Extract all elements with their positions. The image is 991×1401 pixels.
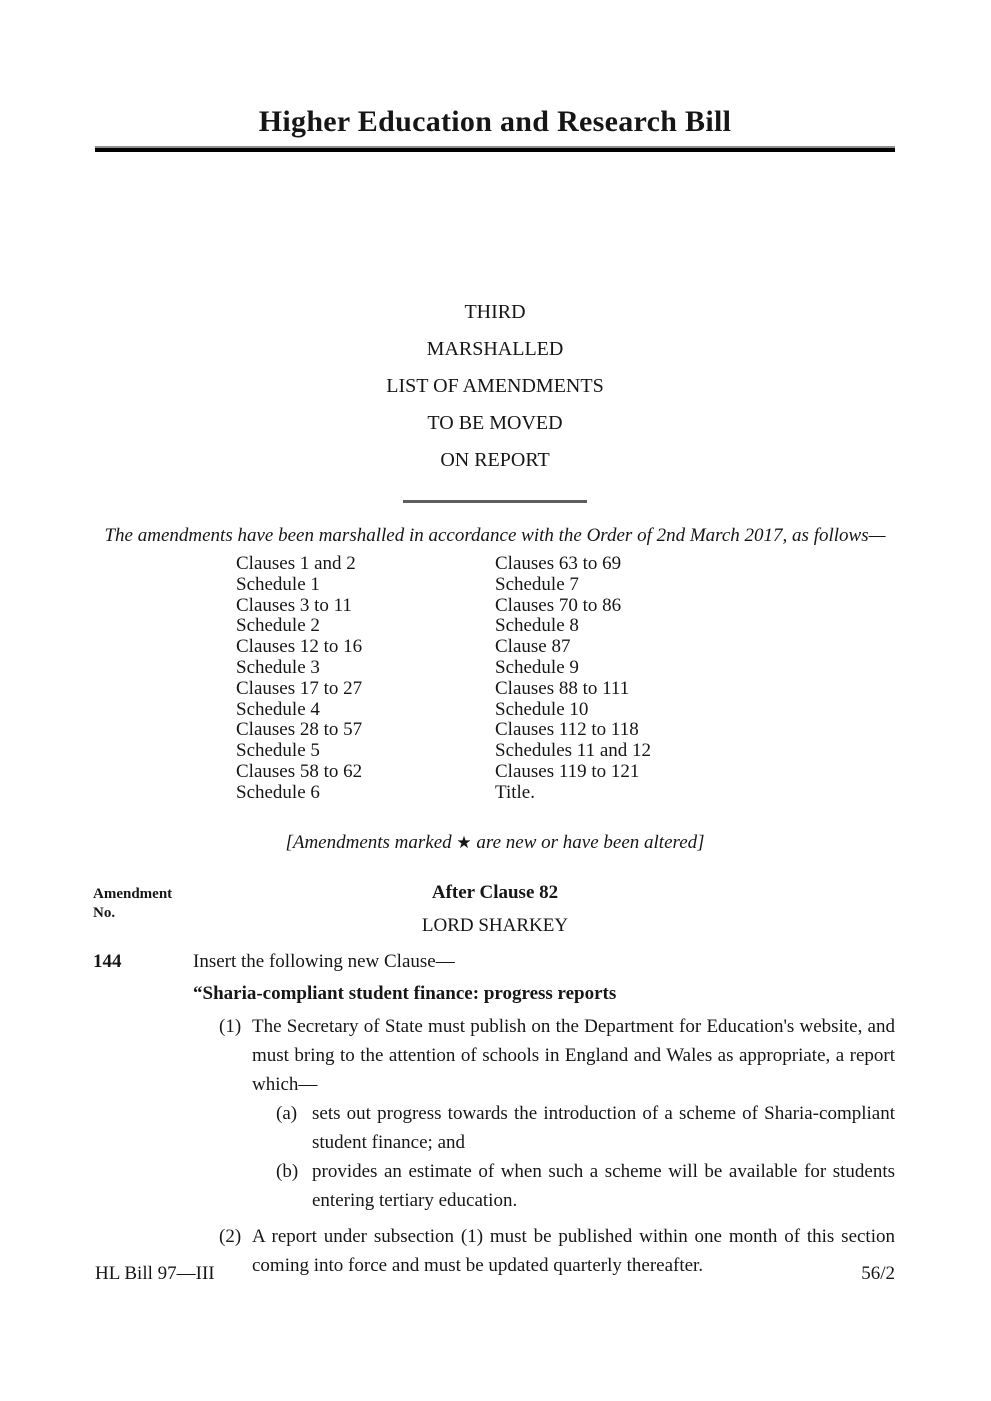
subsection-2-text: A report under subsection (1) must be published within one month of this section coming into force and must be updated quarterly thereafter. [252,1225,895,1276]
order-item: Clauses 88 to 111 [495,677,630,699]
order-item: Clauses 3 to 11 [236,594,352,616]
order-item: Clauses 12 to 16 [236,636,363,658]
heading-line: TO BE MOVED [427,412,563,434]
order-item: Clauses 1 and 2 [236,553,356,574]
marshalling-note: The amendments have been marshalled in accordance with the Order of 2nd March 2017, as follows— [104,525,886,546]
order-item: Clauses 112 to 118 [495,719,639,741]
order-item: Schedule 8 [495,615,579,637]
new-clause-title: “Sharia-compliant student finance: progress reports [193,982,617,1004]
amendment-no-label-line2: No. [93,904,116,921]
document-content [95,0,895,1280]
order-item: Schedule 6 [236,781,320,803]
order-item: Schedule 4 [236,698,320,720]
section-divider-rule [403,500,587,503]
page-title: Higher Education and Research Bill [258,105,732,138]
order-item: Schedule 3 [236,656,320,678]
paragraph-a-number: (a) [276,1102,298,1124]
order-item: Clauses 119 to 121 [495,760,640,782]
paragraph-b-number: (b) [276,1160,299,1182]
paragraph-a-text: sets out progress towards the introduction of a scheme of Sharia-compliant student finance; and [312,1102,895,1153]
marshalling-order-list [236,554,895,804]
new-amendments-note [95,832,895,854]
place-heading: After Clause 82 [431,881,559,903]
paragraph-a [276,1099,895,1157]
amendment-instruction: Insert the following new Clause— [193,950,455,972]
order-item: Schedules 11 and 12 [495,740,652,762]
paragraph-b [276,1157,895,1215]
order-item: Clauses 70 to 86 [495,594,622,616]
amendment-no-label-line1: Amendment [93,885,173,902]
star-icon: ★ [456,832,472,852]
order-item: Schedule 5 [236,740,320,762]
subsection-2-number: (2) [219,1225,242,1247]
subsection-1 [219,1012,895,1099]
mover-name: LORD SHARKEY [421,914,569,936]
order-column-right [495,554,651,804]
order-item: Schedule 2 [236,615,320,637]
order-item: Clauses 28 to 57 [236,719,363,741]
order-column-left [236,554,495,804]
document-heading-block [95,302,895,470]
title-double-rule [95,146,895,152]
amendment-section-header [95,882,895,937]
amendment-row [95,950,895,973]
order-item: Clauses 63 to 69 [495,553,622,574]
star-note-prefix: [Amendments marked [285,831,457,853]
amendment-number: 144 [93,950,122,972]
heading-line: THIRD [464,301,526,323]
subsection-1-number: (1) [219,1015,242,1037]
heading-line: MARSHALLED [426,338,564,360]
order-item: Schedule 1 [236,573,320,595]
order-item: Schedule 10 [495,698,589,720]
subsection-1-text: The Secretary of State must publish on the Department for Education's website, and must bring to the attention of schools in England and Wales as appropriate, a report which— [252,1015,895,1095]
sheet-number: 56/2 [861,1263,895,1284]
star-note-suffix: are new or have been altered] [471,831,705,853]
order-item: Clause 87 [495,636,571,658]
order-item: Title. [495,781,535,803]
amendment-no-column-label [93,885,172,923]
paragraph-b-text: provides an estimate of when such a scheme will be available for students entering tertiary education. [312,1160,895,1211]
heading-line: ON REPORT [440,449,550,471]
heading-line: LIST OF AMENDMENTS [386,375,604,397]
page-footer [95,1263,895,1285]
bill-reference: HL Bill 97—III [95,1263,215,1284]
order-item: Schedule 9 [495,656,579,678]
order-item: Clauses 58 to 62 [236,760,363,782]
order-item: Clauses 17 to 27 [236,677,363,699]
order-item: Schedule 7 [495,573,579,595]
